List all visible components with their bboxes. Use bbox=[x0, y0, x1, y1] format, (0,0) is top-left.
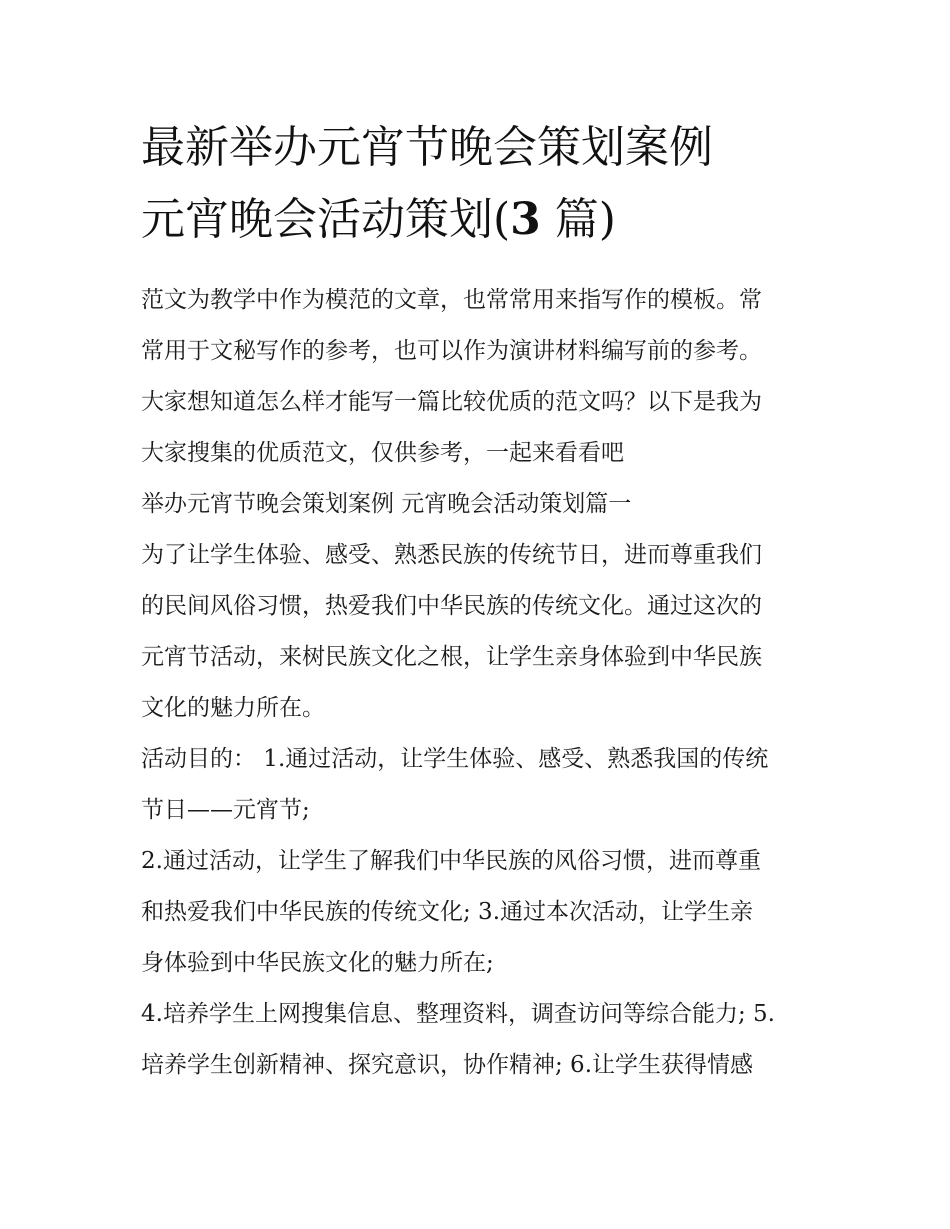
title-line-2-suffix: 篇) bbox=[540, 194, 616, 245]
body-line: 的民间风俗习惯，热爱我们中华民族的传统文化。通过这次的 bbox=[141, 593, 762, 619]
body-line: 元宵节活动，来树民族文化之根，让学生亲身体验到中华民族 bbox=[141, 644, 762, 670]
document-body bbox=[141, 278, 821, 1094]
body-line: 范文为教学中作为模范的文章，也常常用来指写作的模板。常 bbox=[141, 287, 762, 313]
body-line: 身体验到中华民族文化的魅力所在; bbox=[141, 950, 494, 976]
body-line: 大家搜集的优质范文，仅供参考，一起来看看吧 bbox=[141, 440, 624, 466]
body-line: 常用于文秘写作的参考，也可以作为演讲材料编写前的参考。 bbox=[141, 338, 762, 364]
title-article-count: 3 bbox=[510, 194, 541, 245]
title-line-1: 最新举办元宵节晚会策划案例 bbox=[141, 122, 713, 173]
body-line: 和热爱我们中华民族的传统文化; 3.通过本次活动，让学生亲 bbox=[141, 899, 754, 925]
title-line-2-prefix: 元宵晚会活动策划( bbox=[141, 194, 511, 245]
title-line-2 bbox=[141, 184, 821, 256]
body-line: 文化的魅力所在。 bbox=[141, 695, 325, 721]
body-line: 4.培养学生上网搜集信息、整理资料，调查访问等综合能力; 5. bbox=[141, 1001, 775, 1027]
document-title bbox=[141, 112, 821, 256]
body-line: 培养学生创新精神、探究意识，协作精神; 6.让学生获得情感 bbox=[141, 1052, 754, 1078]
body-line: 2.通过活动，让学生了解我们中华民族的风俗习惯，进而尊重 bbox=[141, 848, 761, 874]
body-line: 节日——元宵节; bbox=[141, 797, 310, 823]
section-heading: 举办元宵节晚会策划案例 元宵晚会活动策划篇一 bbox=[141, 491, 632, 517]
body-line: 活动目的： 1.通过活动，让学生体验、感受、熟悉我国的传统 bbox=[141, 746, 769, 772]
body-line: 大家想知道怎么样才能写一篇比较优质的范文吗？以下是我为 bbox=[141, 389, 762, 415]
body-line: 为了让学生体验、感受、熟悉民族的传统节日，进而尊重我们 bbox=[141, 542, 762, 568]
